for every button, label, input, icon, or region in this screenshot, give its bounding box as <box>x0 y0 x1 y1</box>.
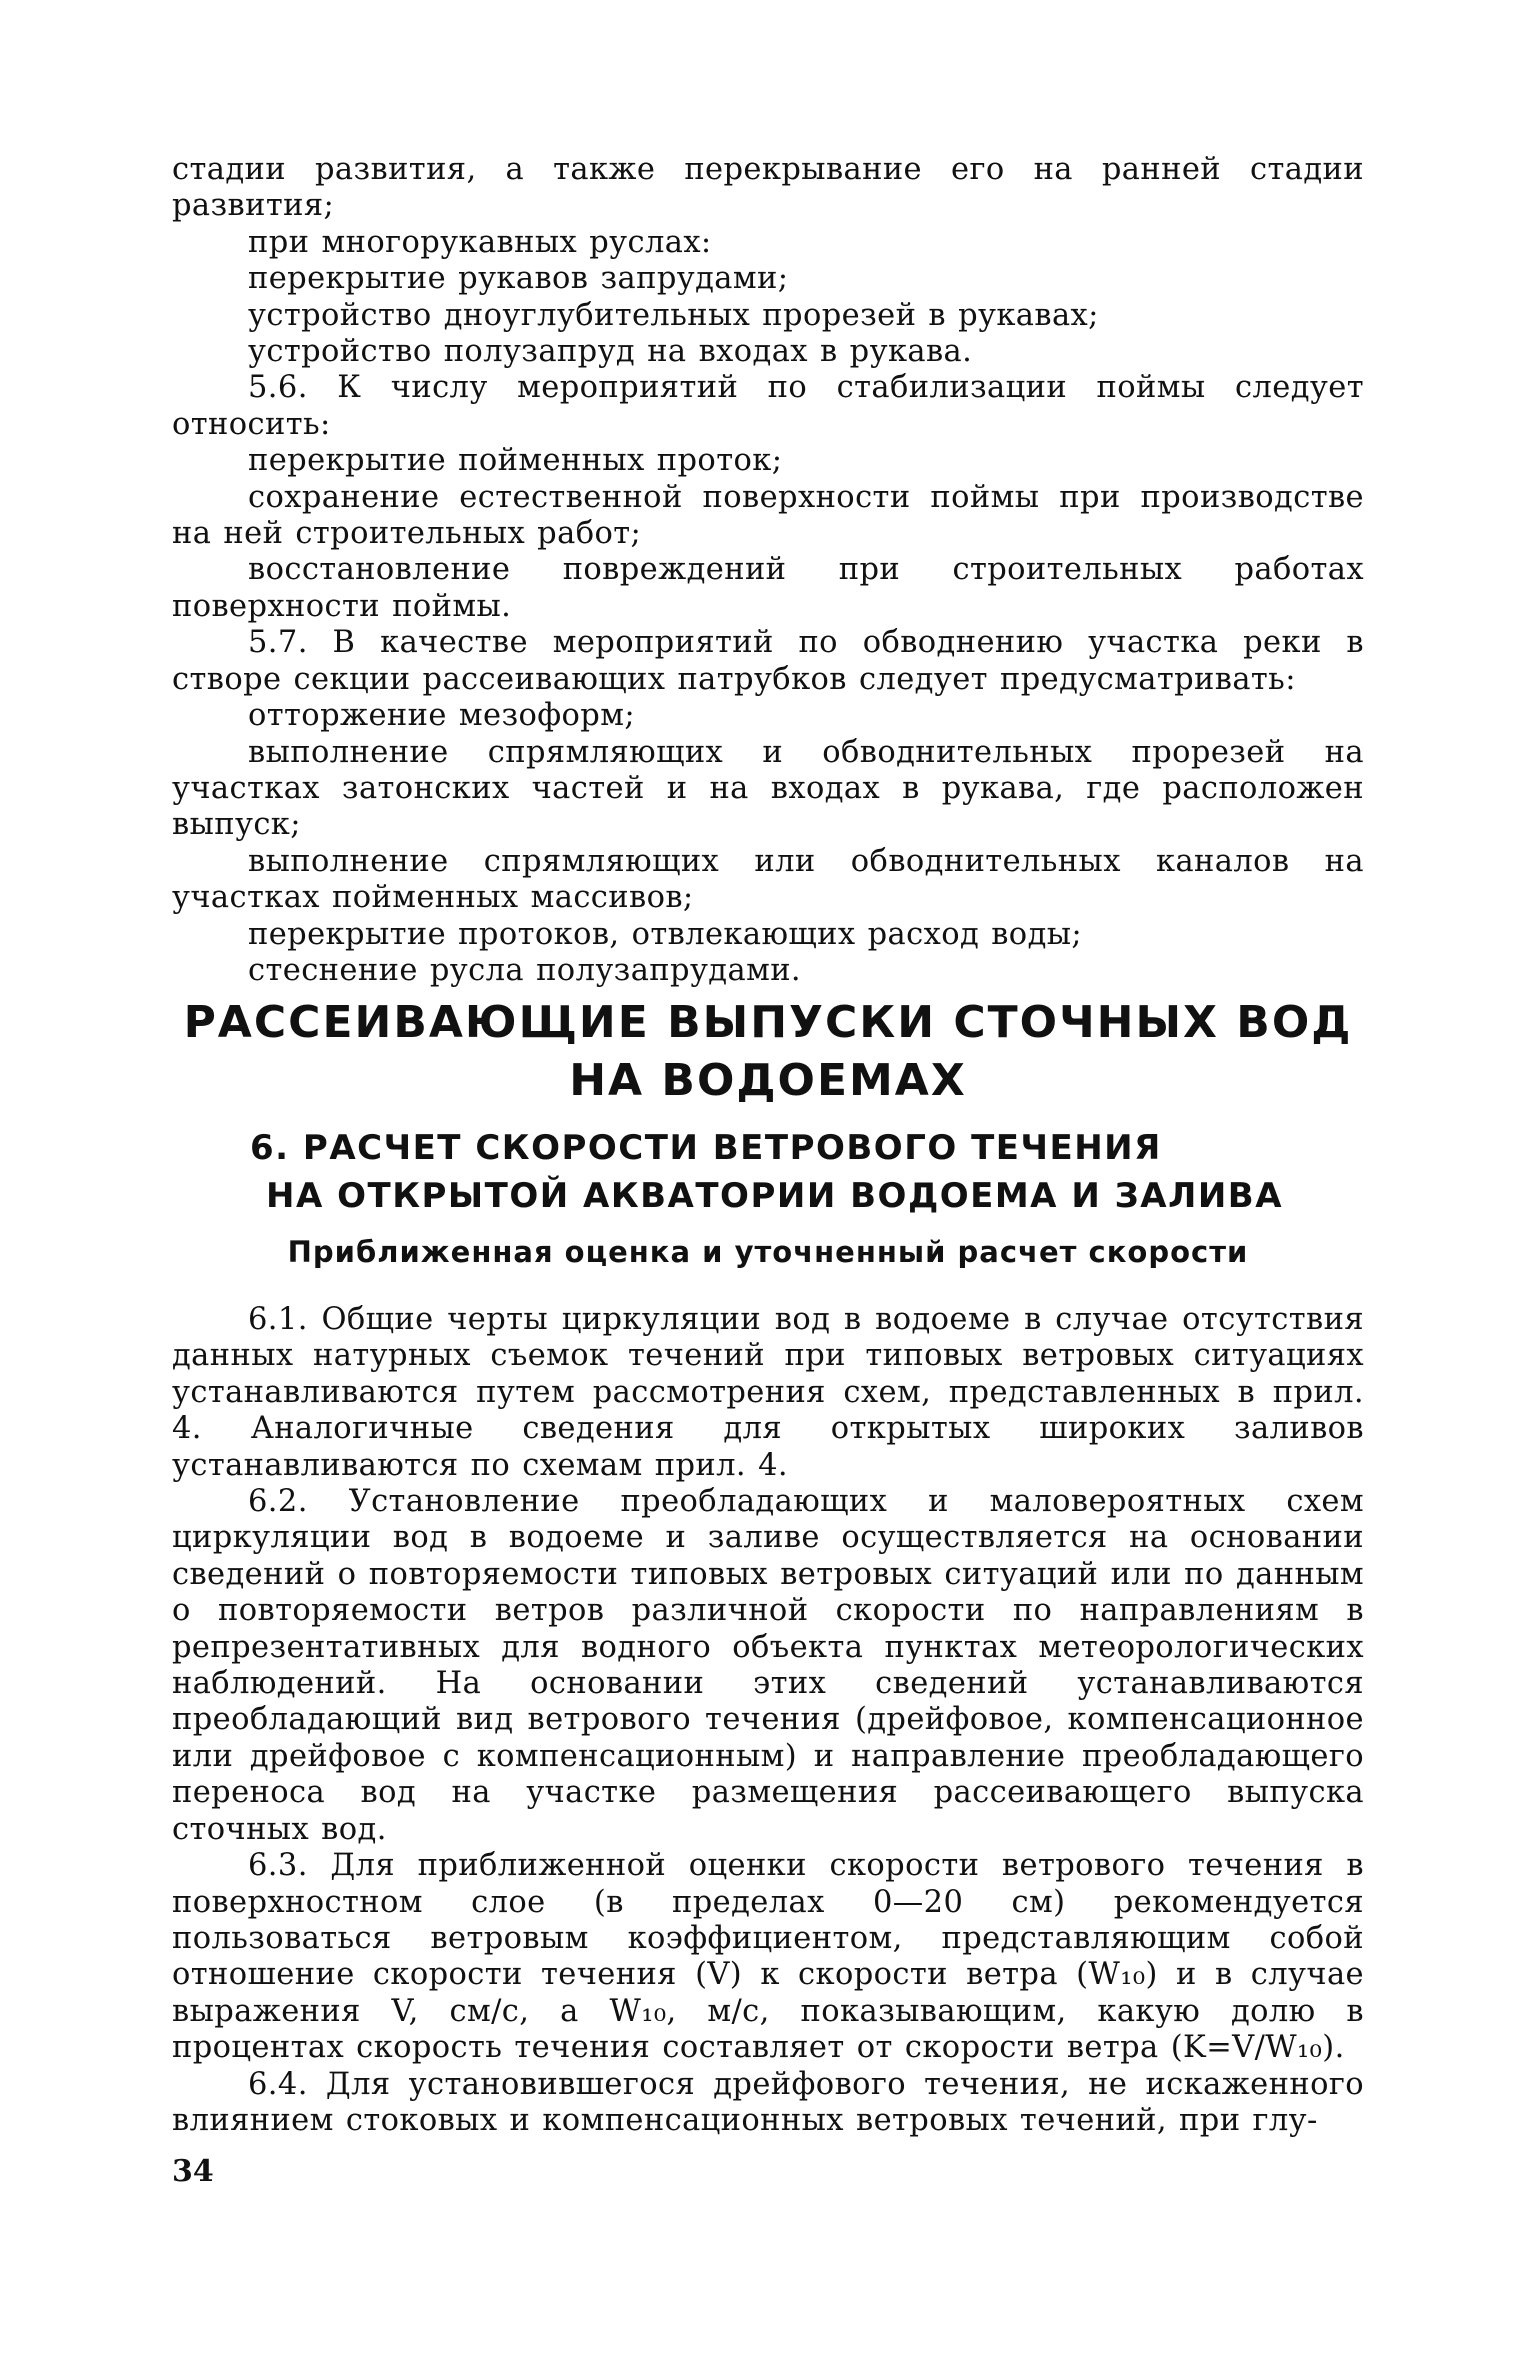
paragraph: перекрытие пойменных проток; <box>248 443 783 479</box>
main-heading-line-2: НА ВОДОЕМАХ <box>569 1055 967 1106</box>
page-number: 34 <box>172 2154 214 2189</box>
main-heading <box>172 994 1364 1110</box>
paragraph: сохранение естественной поверхности поймы при производстве на ней строительных работ; <box>172 479 1364 552</box>
paragraph: стеснение русла полузапрудами. <box>248 952 802 988</box>
paragraph: отторжение мезоформ; <box>248 698 636 734</box>
paragraph: выполнение спрямляющих и обводнительных прорезей на участках затонских частей и на входах в рукава, где расположен выпуск; <box>172 734 1364 843</box>
paragraph: 6.2. Установление преобладающих и маловероятных схем циркуляции вод в водоеме и заливе осуществляется на основании сведений о повторяемости типовых ветровых ситуаций или по данным о повторяемости ветров различной скорости по направлениям в репрезентативных для водного объекта пунктах метеорологических наблюдений. На основании этих сведений устанавливаются преобладающий вид ветрового течения (дрейфовое, компенсационное или дрейфовое с компенсационным) и направление преобладающего переноса вод на участке размещения рассеивающего выпуска сточных вод. <box>172 1484 1364 1847</box>
bottom-text-block <box>172 1302 1364 2139</box>
subheading: Приближенная оценка и уточненный расчет скорости <box>287 1235 1249 1269</box>
paragraph: устройство полузапруд на входах в рукава. <box>248 334 973 370</box>
paragraph: 6.1. Общие черты циркуляции вод в водоеме в случае отсутствия данных натурных съемок течений при типовых ветровых ситуациях устанавливаются путем рассмотрения схем, представленных в прил. 4. Аналогичные сведения для открытых широких заливов устанавливаются по схемам прил. 4. <box>172 1302 1364 1483</box>
paragraph: устройство дноуглубительных прорезей в рукавах; <box>248 297 1099 333</box>
section-heading <box>250 1124 1364 1220</box>
paragraph: перекрытие протоков, отвлекающих расход воды; <box>248 916 1083 952</box>
paragraph: 6.3. Для приближенной оценки скорости ветрового течения в поверхностном слое (в пределах 0—20 см) рекомендуется пользоваться ветровым коэффициентом, представляющим собой отношение скорости течения (V) к скорости ветра (W₁₀) и в случае выражения V, см/с, а W₁₀, м/с, показывающим, какую долю в процентах скорость течения составляет от скорости ветра (K=V/W₁₀). <box>172 1848 1364 2066</box>
section-heading-line-2: НА ОТКРЫТОЙ АКВАТОРИИ ВОДОЕМА И ЗАЛИВА <box>266 1176 1284 1216</box>
paragraph: восстановление повреждений при строительных работах поверхности поймы. <box>172 552 1364 624</box>
paragraph: при многорукавных руслах: <box>248 224 712 260</box>
paragraph: выполнение спрямляющих или обводнительных каналов на участках пойменных массивов; <box>172 843 1364 916</box>
top-text-block <box>172 152 1364 989</box>
paragraph: 5.7. В качестве мероприятий по обводнению участка реки в створе секции рассеивающих патрубков следует предусматривать: <box>172 625 1364 697</box>
main-heading-line-1: РАССЕИВАЮЩИЕ ВЫПУСКИ СТОЧНЫХ ВОД <box>183 997 1353 1048</box>
paragraph: 6.4. Для установившегося дрейфового течения, не искаженного влиянием стоковых и компенсационных ветровых течений, при глу- <box>172 2066 1364 2138</box>
section-heading-line-1: 6. РАСЧЕТ СКОРОСТИ ВЕТРОВОГО ТЕЧЕНИЯ <box>250 1128 1162 1168</box>
paragraph: стадии развития, а также перекрывание его на ранней стадии развития; <box>172 152 1364 224</box>
paragraph: перекрытие рукавов запрудами; <box>248 261 789 297</box>
paragraph: 5.6. К числу мероприятий по стабилизации поймы следует относить: <box>172 370 1364 442</box>
